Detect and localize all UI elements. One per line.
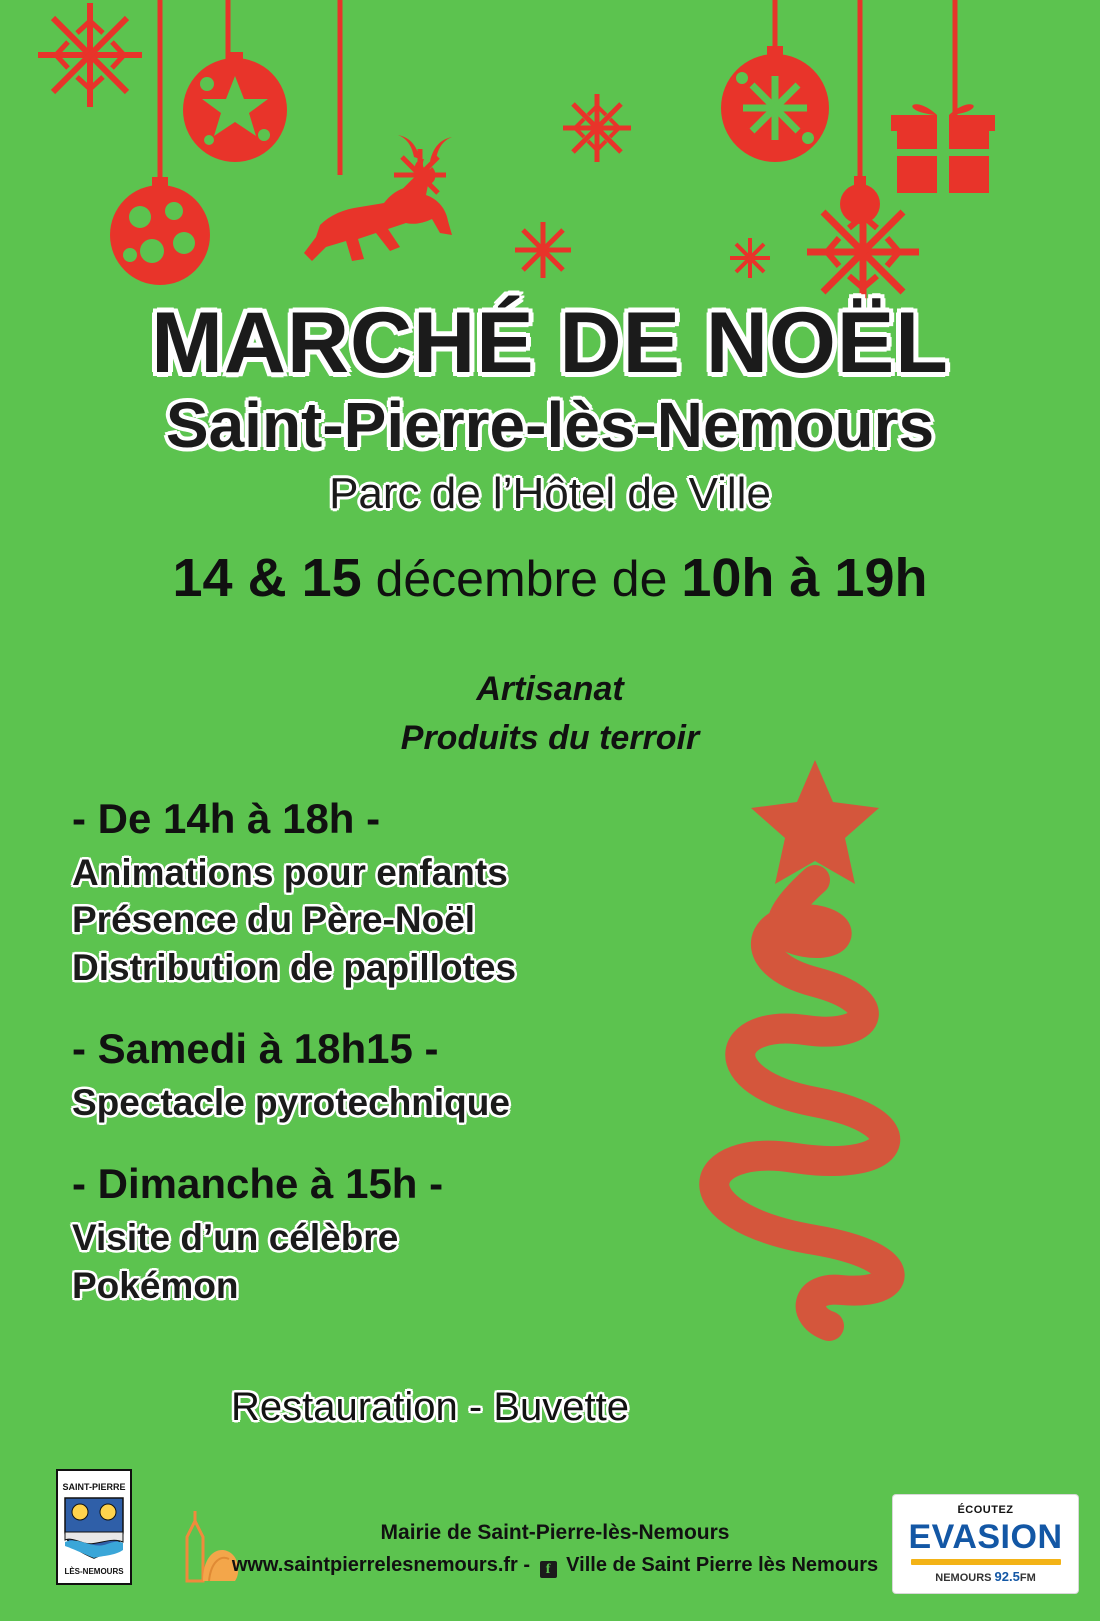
program-line: Visite d’un célèbre bbox=[72, 1217, 399, 1259]
program-block bbox=[72, 1160, 712, 1309]
event-dates bbox=[0, 547, 1100, 609]
radio-frequency-city: NEMOURS bbox=[935, 1572, 992, 1584]
poster-title-block bbox=[0, 295, 1100, 609]
event-dates-days: 14 & 15 bbox=[172, 548, 362, 609]
program-line: Distribution de papillotes bbox=[72, 946, 517, 988]
city-crest-logo bbox=[55, 1468, 133, 1586]
facebook-icon[interactable]: f bbox=[540, 1561, 557, 1578]
program-line: Pokémon bbox=[72, 1264, 239, 1306]
svg-text:LÈS-NEMOURS: LÈS-NEMOURS bbox=[64, 1567, 124, 1576]
program-line: Animations pour enfants bbox=[72, 852, 508, 893]
radio-accent-bar bbox=[911, 1559, 1061, 1565]
christmas-decorations bbox=[0, 0, 1100, 300]
event-dates-hours: 10h à 19h bbox=[681, 548, 928, 609]
svg-text:SAINT-PIERRE: SAINT-PIERRE bbox=[62, 1482, 126, 1492]
program-block bbox=[72, 1025, 712, 1126]
program-block bbox=[72, 795, 712, 991]
program-line: Spectacle pyrotechnique bbox=[72, 1082, 510, 1124]
radio-listen-label: ÉCOUTEZ bbox=[957, 1504, 1014, 1516]
program-heading: - De 14h à 18h - bbox=[72, 795, 381, 842]
footer-organizer: Mairie de Saint-Pierre-lès-Nemours bbox=[380, 1521, 730, 1545]
catering-note: Restauration - Buvette bbox=[231, 1385, 629, 1429]
venue-title: Parc de l’Hôtel de Ville bbox=[329, 469, 771, 519]
radio-frequency bbox=[935, 1569, 1036, 1584]
poster-footer bbox=[0, 1431, 1100, 1621]
footer-facebook-page[interactable]: Ville de Saint Pierre lès Nemours bbox=[566, 1554, 879, 1576]
city-title: Saint-Pierre-lès-Nemours bbox=[165, 389, 935, 461]
radio-frequency-value: 92.5 bbox=[994, 1569, 1020, 1584]
radio-name: EVASION bbox=[908, 1518, 1063, 1556]
christmas-tree-icon bbox=[665, 730, 985, 1380]
footer-contact bbox=[230, 1517, 880, 1581]
subtitle-line-2: Produits du terroir bbox=[400, 719, 700, 758]
event-dates-month: décembre de bbox=[375, 551, 668, 608]
footer-website[interactable]: www.saintpierrelesnemours.fr - bbox=[231, 1554, 531, 1576]
reindeer-icon bbox=[304, 135, 452, 261]
radio-frequency-unit: FM bbox=[1019, 1572, 1036, 1584]
subtitle-line-1: Artisanat bbox=[476, 670, 624, 708]
radio-evasion-logo bbox=[893, 1495, 1078, 1593]
program-line: Présence du Père-Noël bbox=[72, 899, 476, 941]
page-title: MARCHÉ DE NOËL bbox=[151, 295, 949, 391]
program-list bbox=[72, 795, 712, 1343]
program-heading: - Dimanche à 15h - bbox=[72, 1160, 444, 1208]
footer-links bbox=[230, 1550, 880, 1581]
program-heading: - Samedi à 18h15 - bbox=[72, 1025, 439, 1073]
